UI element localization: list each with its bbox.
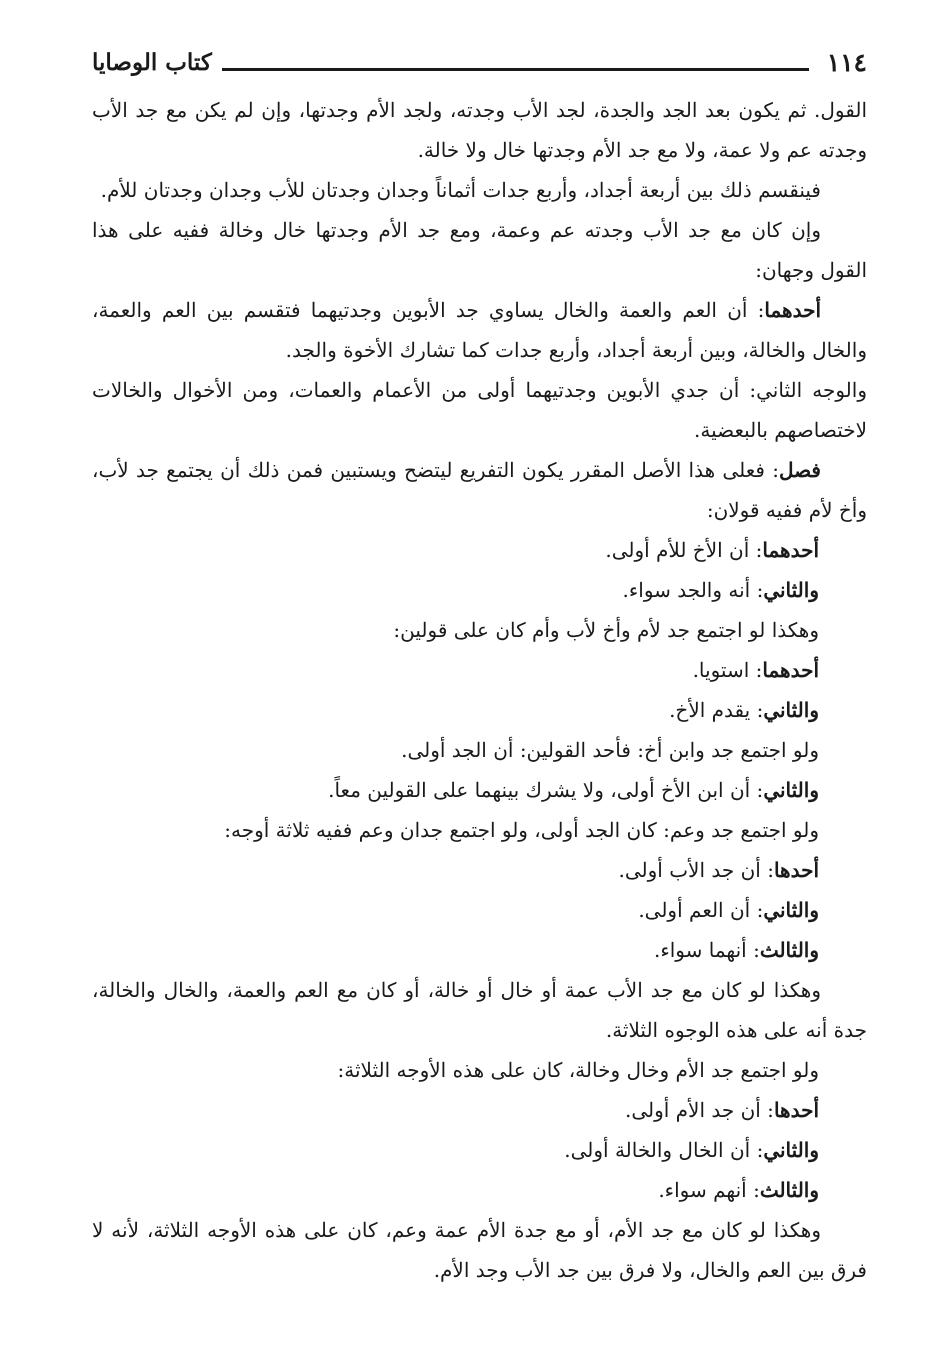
paragraph (92, 1090, 867, 1130)
paragraph-text: : أن الأخ للأم أولى. (605, 538, 763, 562)
paragraph-label: والثاني (763, 898, 819, 922)
paragraph-label: والثاني (763, 778, 819, 802)
paragraph (92, 210, 867, 290)
paragraph-label: أحدها (773, 858, 819, 882)
paragraph-text: : أن ابن الأخ أولى، ولا يشرك بينهما على القولين معاً. (328, 778, 764, 802)
paragraph (92, 690, 867, 730)
paragraph-text: : فعلى هذا الأصل المقرر يكون التفريع ليتضح ويستبين فمن ذلك أن يجتمع جد لأب، وأخ لأم ففيه قولان: (92, 458, 867, 522)
page-number: ١١٤ (826, 48, 867, 77)
paragraph-text: وإن كان مع جد الأب وجدته عم وعمة، ومع جد الأم وجدتها خال وخالة ففيه على هذا القول وجهان: (92, 218, 867, 282)
paragraph (92, 1050, 867, 1090)
paragraph-text: : استويا. (692, 658, 763, 682)
paragraph (92, 170, 867, 210)
paragraph-label: فصل (778, 458, 821, 482)
paragraph-text: ولو اجتمع جد وابن أخ: فأحد القولين: أن الجد أولى. (401, 738, 819, 762)
paragraph-label: أحدهما (764, 298, 821, 322)
paragraph (92, 850, 867, 890)
paragraph-text: : يقدم الأخ. (669, 698, 764, 722)
paragraph-text: : أنهما سواء. (653, 938, 760, 962)
page-header (92, 44, 867, 84)
paragraph (92, 370, 867, 450)
paragraph-text: : أن الخال والخالة أولى. (564, 1138, 764, 1162)
paragraph-text: وهكذا لو كان مع جد الأب عمة أو خال أو خالة، أو كان مع العم والعمة، والخال والخالة، جدة أنه على هذه الوجوه الثلاثة. (92, 978, 867, 1042)
running-title: كتاب الوصايا (92, 49, 212, 76)
paragraph-text: : أن جد الأم أولى. (624, 1098, 774, 1122)
paragraph (92, 650, 867, 690)
paragraph-text: وهكذا لو اجتمع جد لأم وأخ لأب وأم كان على قولين: (393, 618, 819, 642)
paragraph-label: والثالث (759, 1178, 819, 1202)
paragraph (92, 610, 867, 650)
paragraph-text: ولو اجتمع جد الأم وخال وخالة، كان على هذه الأوجه الثلاثة: (337, 1058, 819, 1082)
paragraph (92, 450, 867, 530)
paragraph-label: والثاني (763, 698, 819, 722)
paragraph (92, 1130, 867, 1170)
page-body (92, 90, 867, 1290)
paragraph (92, 1210, 867, 1290)
paragraph (92, 930, 867, 970)
paragraph-text: : أنهم سواء. (658, 1178, 760, 1202)
paragraph (92, 570, 867, 610)
paragraph-text: : أن العم أولى. (638, 898, 764, 922)
paragraph-text: وهكذا لو كان مع جد الأم، أو مع جدة الأم عمة وعم، كان على هذه الأوجه الثلاثة، لأنه لا فرق بين العم والخال، ولا فرق بين جد الأب وجد الأم. (92, 1218, 867, 1282)
paragraph-label: أحدهما (762, 658, 819, 682)
paragraph (92, 90, 867, 170)
paragraph (92, 730, 867, 770)
paragraph (92, 290, 867, 370)
paragraph (92, 810, 867, 850)
paragraph (92, 890, 867, 930)
paragraph-text: فينقسم ذلك بين أربعة أجداد، وأربع جدات أثماناً وجدان وجدتان للأب وجدان وجدتان للأم. (100, 178, 821, 202)
header-rule (222, 68, 809, 71)
paragraph (92, 770, 867, 810)
paragraph-text: القول. ثم يكون بعد الجد والجدة، لجد الأب وجدته، ولجد الأم وجدتها، وإن لم يكن مع جد الأب وجدته عم ولا عمة، ولا مع جد الأم وجدتها خال ولا خالة. (92, 98, 868, 162)
paragraph-text: ولو اجتمع جد وعم: كان الجد أولى، ولو اجتمع جدان وعم ففيه ثلاثة أوجه: (224, 818, 819, 842)
paragraph-text: : أن جد الأب أولى. (618, 858, 774, 882)
paragraph (92, 970, 867, 1050)
paragraph-label: والثاني (763, 1138, 819, 1162)
paragraph-label: أحدهما (762, 538, 819, 562)
paragraph-label: أحدها (773, 1098, 819, 1122)
paragraph (92, 530, 867, 570)
paragraph-label: والثاني (763, 578, 819, 602)
paragraph-text: : أن العم والعمة والخال يساوي جد الأبوين وجدتيهما فتقسم بين العم والعمة، والخال والخالة، وبين أربعة أجداد، وأربع جدات كما تشارك الأخوة والجد. (92, 298, 867, 362)
paragraph-label: والثالث (759, 938, 819, 962)
paragraph-text: والوجه الثاني: أن جدي الأبوين وجدتيهما أولى من الأعمام والعمات، ومن الأخوال والخالات لاختصاصهم بالبعضية. (92, 378, 867, 442)
paragraph (92, 1170, 867, 1210)
paragraph-text: : أنه والجد سواء. (622, 578, 764, 602)
